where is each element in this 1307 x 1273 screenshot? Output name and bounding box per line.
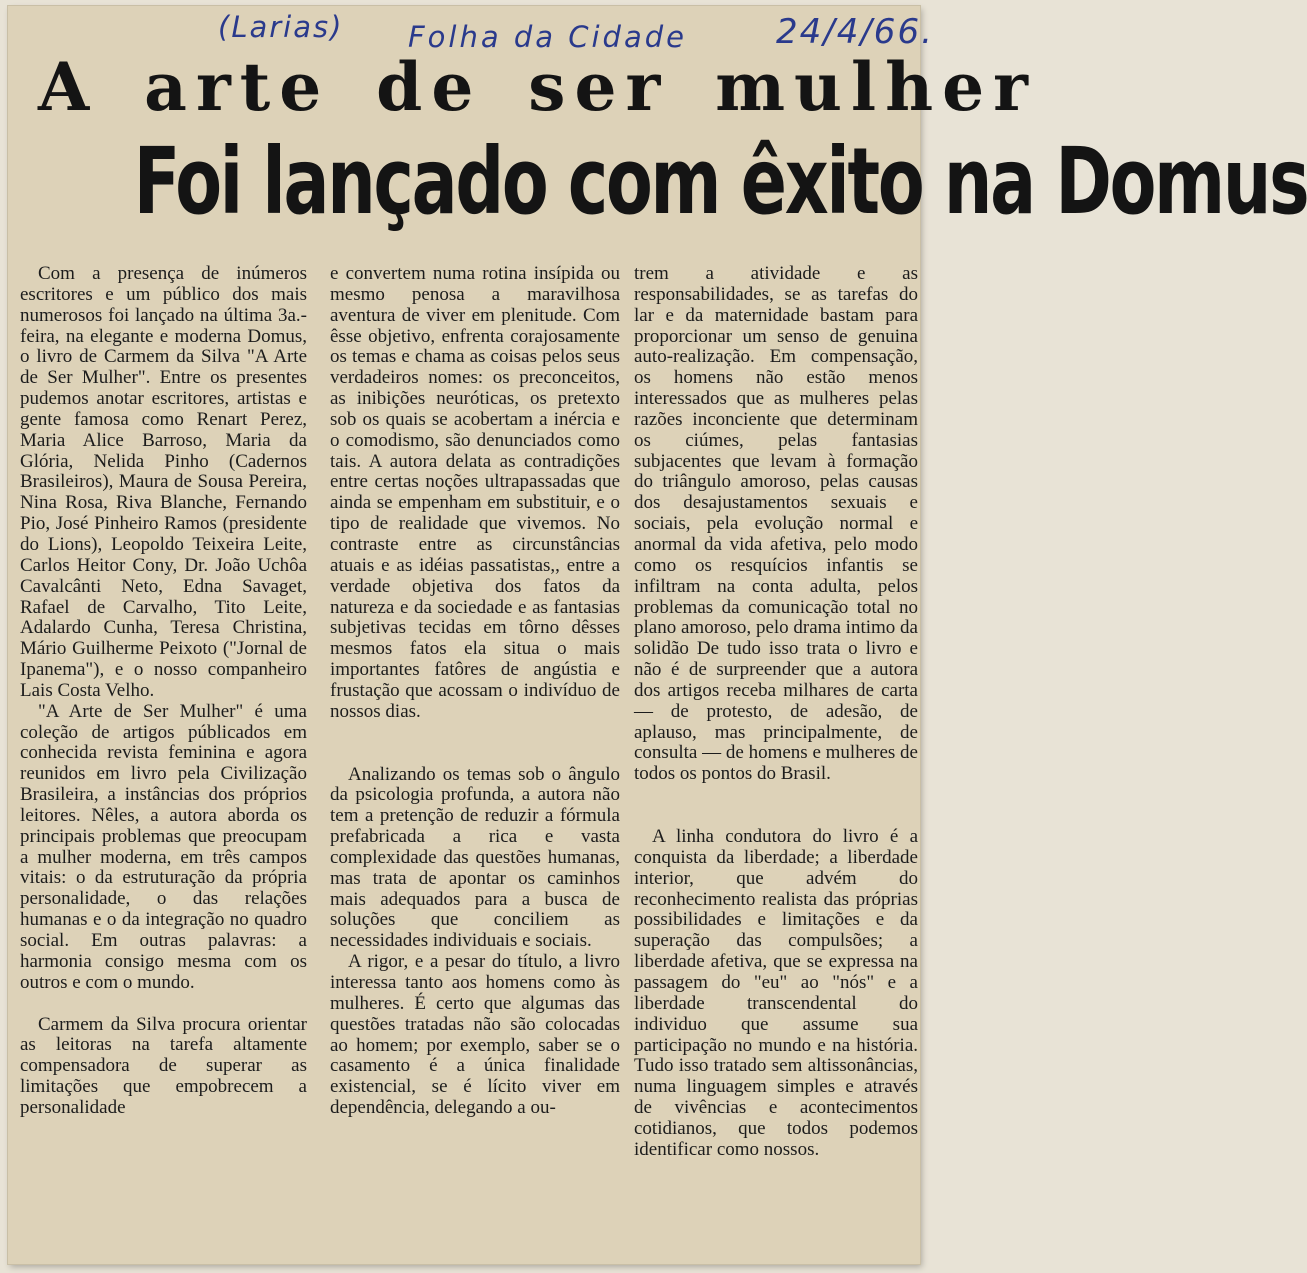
article-paragraph: "A Arte de Ser Mulher" é uma coleção de artigos públicados em conhecida revista feminina e agora reunidos em livro pela Civilização Brasileira, a instâncias dos próprios leitores. Nêles, a autora aborda os principais problemas que preocupam a mulher moderna, em três campos vitais: o da estruturação da própria personalidade, o das relações humanas e o da integração no quadro social. Em outras palavras: a harmonia consigo mesma com os outros e com o mundo.	[20, 700, 307, 993]
article-paragraph: Com a presença de inúmeros escritores e um público dos mais numerosos foi lançado na última 3a.-feira, na elegante e moderna Domus, o livro de Carmem da Silva "A Arte de Ser Mulher". Entre os presentes pudemos anotar escritores, artistas e gente famosa como Renart Perez, Maria Alice Barroso, Maria da Glória, Nelida Pinho (Cadernos Brasileiros), Maura de Sousa Pereira, Nina Rosa, Riva Blanche, Fernando Pio, José Pinheiro Ramos (presidente do Lions), Leopoldo Teixeira Leite, Carlos Heitor Cony, Dr. João Uchôa Cavalcânti Neto, Edna Savaget, Rafael de Carvalho, Tito Leite, Adalardo Cunha, Teresa Christina, Mário Guilherme Peixoto ("Jornal de Ipanema"), e o nosso companheiro Lais Costa Velho.	[20, 263, 307, 701]
article-column-2	[330, 264, 620, 1264]
article-paragraph: trem a atividade e as responsabilidades, se as tarefas do lar e da maternidade bastam para proporcionar um senso de genuina auto-realização. Em compensação, os homens não estão menos interessados que as mulheres pelas razões inconciente que determinam os ciúmes, pelas fantasias subjacentes que levam à formação do triângulo amoroso, pelas causas dos desajustamentos sexuais e sociais, pela evolução normal e anormal da vida afetiva, pelo modo como os resquícios infantis se infiltram na conta adulta, pelos problemas da comunicação total no plano amoroso, pelo drama intimo da solidão De tudo isso trata o livro e não é de surpreender que a autora dos artigos receba milhares de carta — de protesto, de adesão, de aplauso, mas principalmente, de consulta — de homens e mulheres de todos os pontos do Brasil.	[634, 263, 918, 785]
article-paragraph: A rigor, e a pesar do título, a livro interessa tanto aos homens como às mulheres. É certo que algumas das questões tratadas não são colocadas ao homem; por exemplo, saber se o casamento é a única finalidade existencial, se é lícito viver em dependência, delegando a ou-	[330, 951, 620, 1119]
article-paragraph: Carmem da Silva procura orientar as leitoras na tarefa altamente compensadora de superar as limitações que empobrecem a personalidade	[20, 1013, 307, 1118]
handwritten-date: 24/4/66.	[776, 12, 934, 52]
handwritten-newspaper-name: Folha da Cidade	[408, 20, 687, 54]
headline-kicker: A arte de ser mulher	[38, 48, 1037, 126]
article-column-3	[634, 264, 918, 1264]
headline-main: Foi lançado com êxito na Domus	[133, 128, 1307, 235]
article-paragraph: Analizando os temas sob o ângulo da psicologia profunda, a autora não tem a pretenção de reduzir a fórmula prefabricada a rica e vasta complexidade das questões humanas, mas trata de apontar os caminhos mais adequados para a busca de soluções que conciliem as necessidades individuais e sociais.	[330, 763, 620, 952]
article-column-1	[20, 264, 307, 1264]
handwritten-section-note: (Larias)	[218, 10, 344, 44]
article-paragraph: e convertem numa rotina insípida ou mesmo penosa a maravilhosa aventura de viver em plenitude. Com êsse objetivo, enfrenta corajosamente os temas e chama as coisas pelos seus verdadeiros nomes: os preconceitos, as inibições neuróticas, os pretexto sob os quais se acobertam a inércia e o comodismo, são denunciados como tais. A autora delata as contradições entre certas noções ultrapassadas que ainda se empenham em substituir, e o tipo de realidade que vivemos. No contraste entre as circunstâncias atuais e as idéias passatistas,, entre a verdade objetiva dos fatos da natureza e da sociedade e as fantasias subjetivas tecidas em tôrno dêsses mesmos fatos ela situa o mais importantes fatôres de angústia e frustação que acossam o indivíduo de nossos dias.	[330, 263, 620, 722]
article-paragraph: A linha condutora do livro é a conquista da liberdade; a liberdade interior, que advém do reconhecimento realista das próprias possibilidades e limitações e da superação das compulsões; a liberdade afetiva, que se expressa na passagem do "eu" ao "nós" e a liberdade transcendental do individuo que assume sua participação no mundo e na história. Tudo isso tratado sem altissonâncias, numa linguagem simples e através de vivências e acontecimentos cotidianos, que todos podemos identificar como nossos.	[634, 826, 918, 1160]
newspaper-clipping	[8, 6, 1307, 1264]
